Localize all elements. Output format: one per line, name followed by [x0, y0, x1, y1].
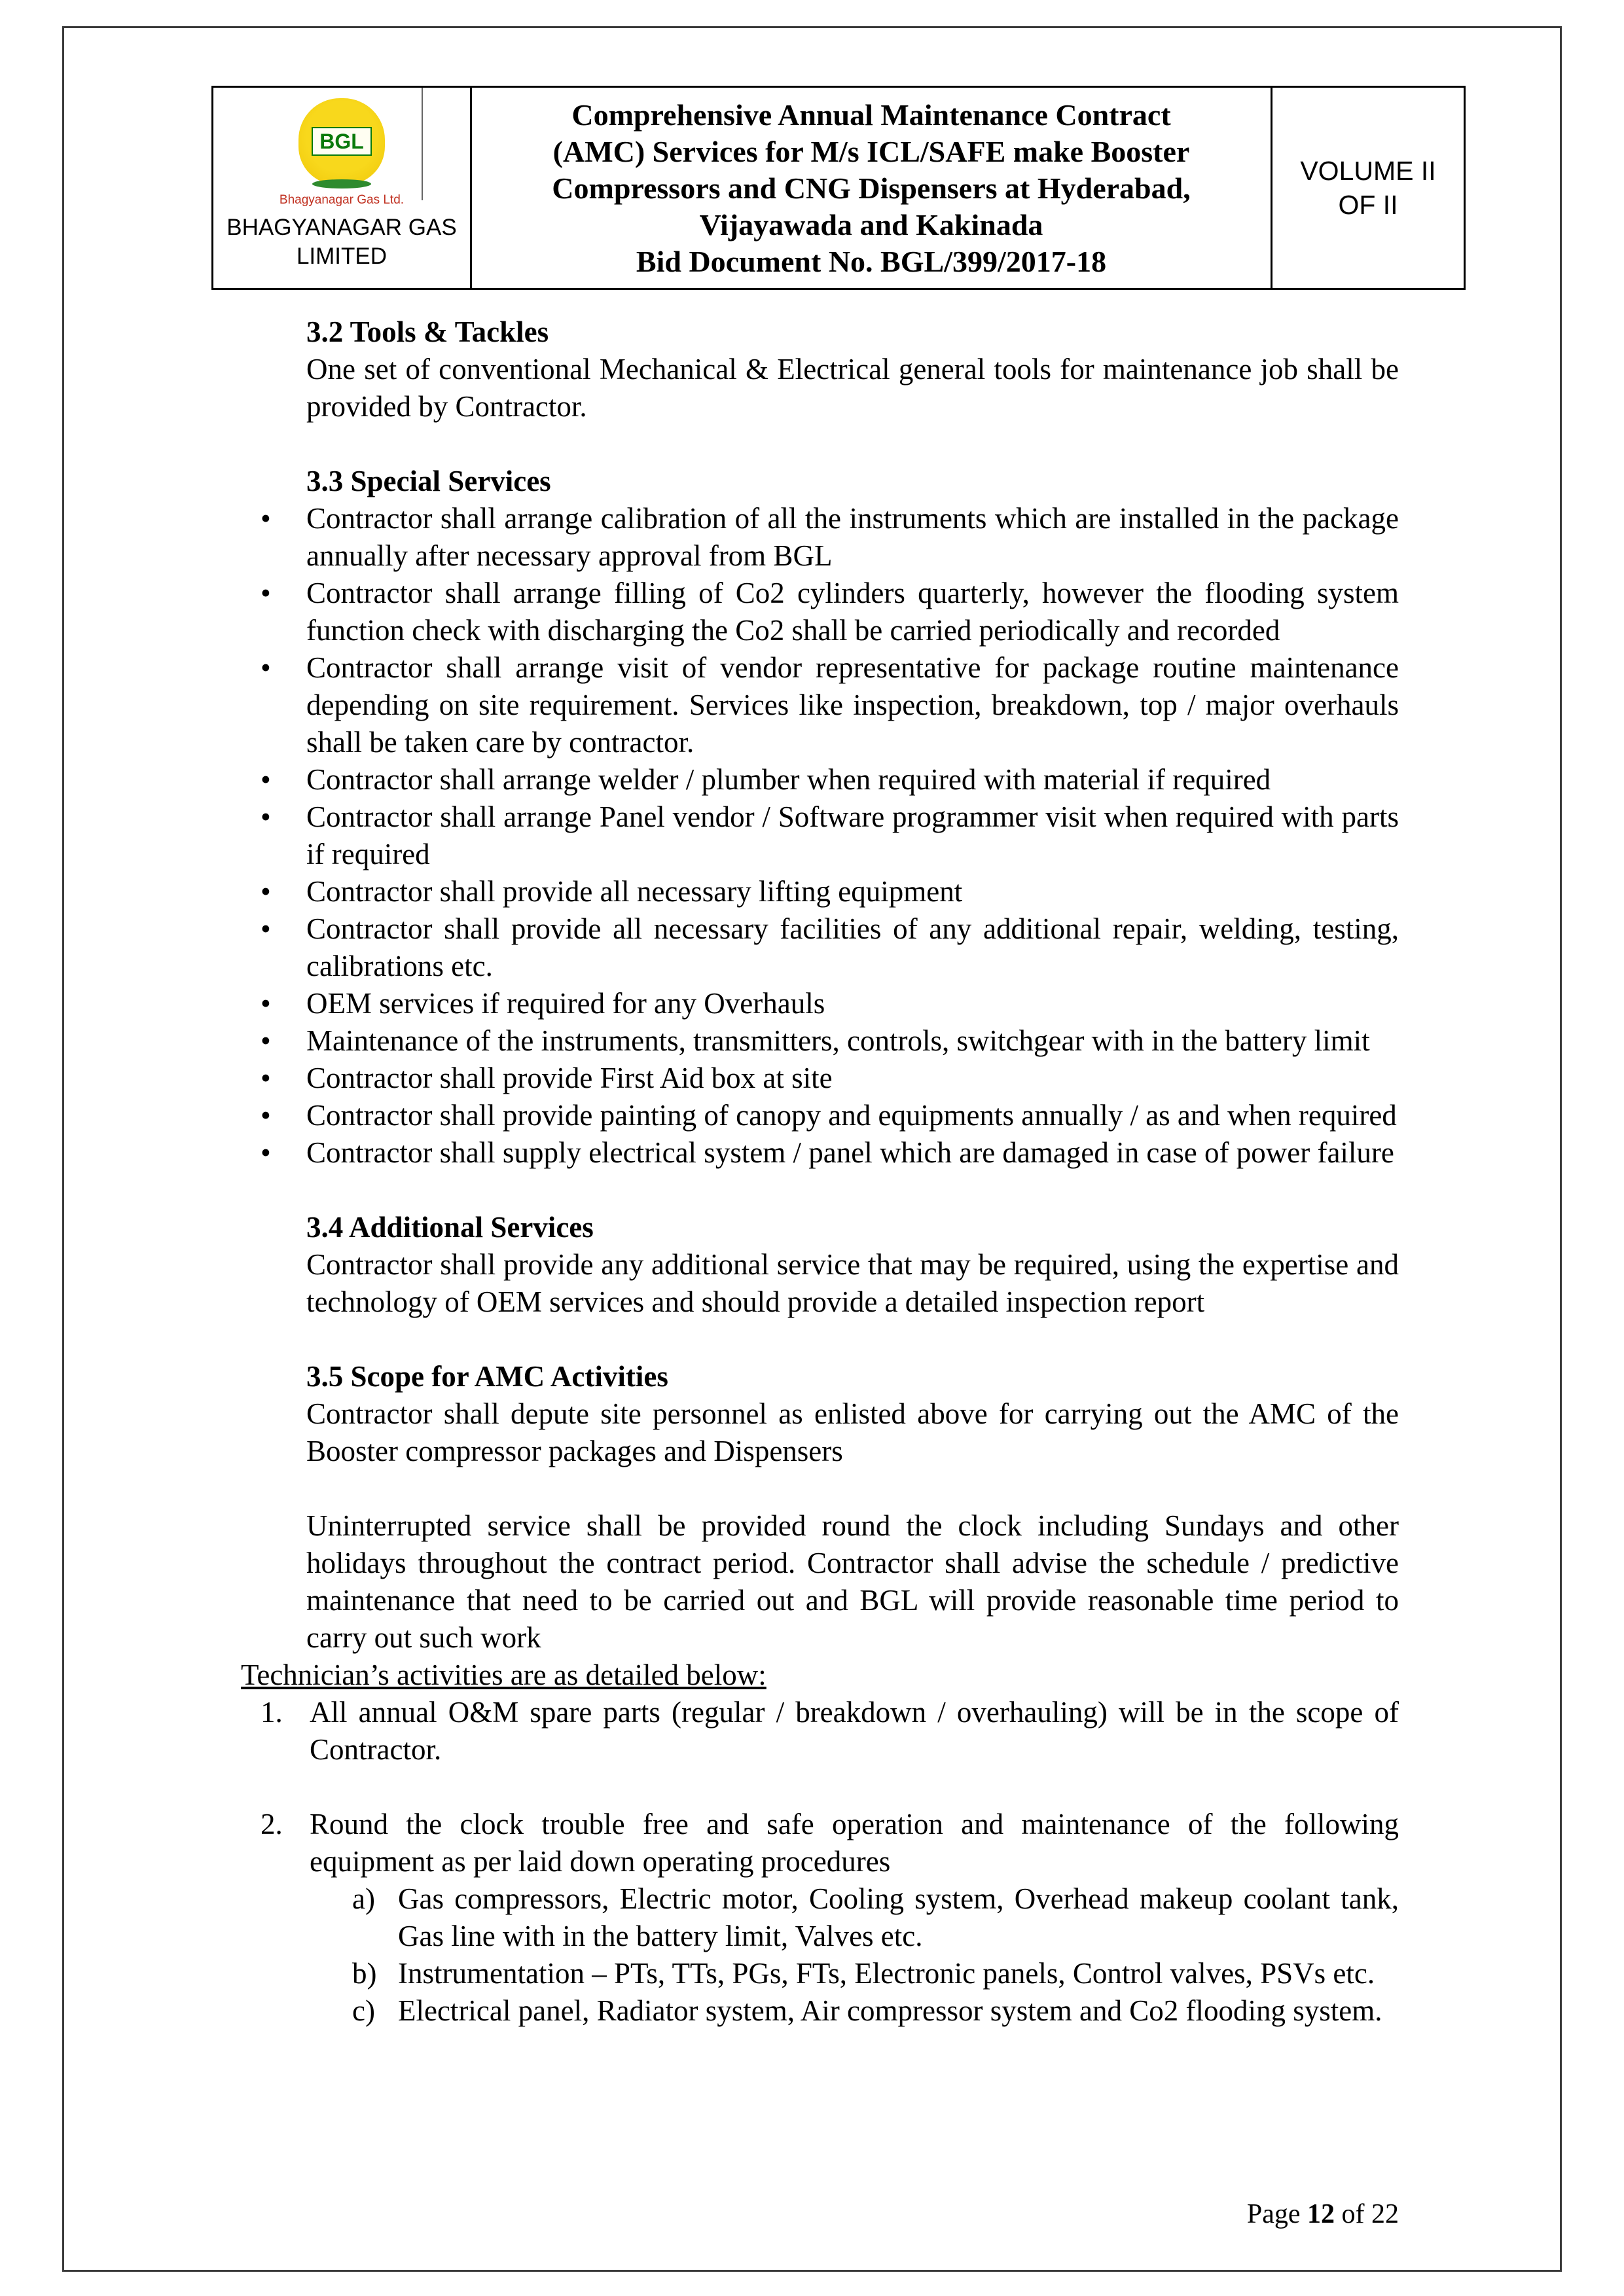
bullet-text: • Contractor shall provide First Aid box at site: [306, 1062, 833, 1094]
section-3-2: [241, 314, 1399, 425]
bullet-text: • OEM services if required for any Overhauls: [306, 987, 825, 1020]
list-item: [261, 575, 1399, 649]
title-cell: [470, 88, 1272, 288]
numbered-item-1: [261, 1694, 1399, 1768]
bullet-text: • Contractor shall provide all necessary lifting equipment: [306, 875, 963, 908]
volume-cell: [1272, 88, 1464, 288]
technician-activities-heading: Technician’s activities are as detailed below:: [241, 1659, 767, 1691]
technician-activities: [241, 1657, 1399, 2030]
section-3-2-paragraph: One set of conventional Mechanical & Electrical general tools for maintenance job shall be provided by Contractor.: [306, 353, 1399, 423]
item-number: 2.: [261, 1808, 283, 1840]
list-item: [261, 1134, 1399, 1172]
item-text: All annual O&M spare parts (regular / breakdown / overhauling) will be in the scope of Contractor.: [310, 1696, 1399, 1766]
footer-page-word: Page: [1246, 2199, 1307, 2229]
bid-document-number: Bid Document No. BGL/399/2017-18: [636, 245, 1107, 278]
special-services-list: [241, 500, 1399, 1172]
bullet-text: • Contractor shall arrange visit of vendor representative for package routine maintenance depending on site requirement. Services like inspection, breakdown, top / major overhauls shall be taken care by contractor.: [306, 651, 1399, 759]
sub-item-letter: c): [352, 1994, 375, 2027]
section-3-3: [241, 463, 1399, 1172]
list-item: [352, 1955, 1399, 1992]
list-item: [261, 873, 1399, 910]
sub-item-letter: a): [352, 1882, 375, 1915]
bullet-text: • Contractor shall provide all necessary facilities of any additional repair, welding, testing, calibrations etc.: [306, 912, 1399, 982]
section-3-5-paragraph-2: Uninterrupted service shall be provided round the clock including Sundays and other holidays throughout the contract period. Contractor shall advise the schedule / predictive maintenance that need to be carried out and BGL will provide reasonable time period to carry out such work: [306, 1509, 1399, 1654]
document-title-line: Vijayawada and Kakinada: [699, 208, 1043, 242]
list-item: [261, 910, 1399, 985]
bullet-text: • Contractor shall arrange welder / plumber when required with material if required: [306, 763, 1271, 796]
section-heading-3-3: 3.3 Special Services: [306, 465, 551, 497]
item-body: [310, 1806, 1399, 2030]
section-3-5-paragraph-1: Contractor shall depute site personnel as enlisted above for carrying out the AMC of the Booster compressor packages and Dispensers: [306, 1397, 1399, 1467]
logo-cell: [213, 88, 470, 288]
item-text: Round the clock trouble free and safe operation and maintenance of the following equipment as per laid down operating procedures: [310, 1808, 1399, 1878]
section-3-4: [241, 1209, 1399, 1321]
page-border: [62, 26, 1562, 2272]
bullet-text: • Contractor shall arrange filling of Co2 cylinders quarterly, however the flooding system function check with discharging the Co2 shall be carried periodically and recorded: [306, 577, 1399, 647]
numbered-item-2: [261, 1806, 1399, 2030]
volume-line: OF II: [1338, 190, 1398, 220]
bullet-text: • Contractor shall provide painting of canopy and equipments annually / as and when required: [306, 1099, 1397, 1132]
list-item: [261, 761, 1399, 798]
footer-page-number: 12: [1307, 2199, 1335, 2229]
document-header: [211, 86, 1466, 290]
list-item: [261, 649, 1399, 761]
section-heading-3-4: 3.4 Additional Services: [306, 1211, 594, 1244]
list-item: [352, 1880, 1399, 1955]
bullet-text: • Maintenance of the instruments, transmitters, controls, switchgear with in the battery limit: [306, 1024, 1370, 1057]
list-item: [261, 798, 1399, 873]
equipment-sublist: [352, 1880, 1399, 2030]
list-item: [261, 1060, 1399, 1097]
bullet-text: • Contractor shall arrange calibration of all the instruments which are installed in the package annually after necessary approval from BGL: [306, 502, 1399, 572]
logo-cell-divider: [422, 88, 423, 200]
company-name: BHAGYANAGAR GAS LIMITED: [226, 215, 457, 269]
document-title-line: (AMC) Services for M/s ICL/SAFE make Booster: [552, 135, 1190, 168]
document-title-line: Compressors and CNG Dispensers at Hyderabad,: [552, 171, 1191, 205]
list-item: [261, 1022, 1399, 1060]
document-body: [241, 314, 1399, 2030]
sub-item-text: Electrical panel, Radiator system, Air compressor system and Co2 flooding system.: [398, 1994, 1382, 2027]
section-3-4-paragraph: Contractor shall provide any additional service that may be required, using the expertise and technology of OEM services and should provide a detailed inspection report: [306, 1248, 1399, 1318]
list-item: [261, 1097, 1399, 1134]
logo-abbr: BGL: [312, 127, 372, 156]
sub-item-letter: b): [352, 1957, 377, 1990]
section-3-5: [241, 1358, 1399, 1657]
page-footer: [1247, 2198, 1399, 2231]
list-item: [261, 500, 1399, 575]
section-heading-3-5: 3.5 Scope for AMC Activities: [306, 1360, 668, 1393]
bullet-text: • Contractor shall arrange Panel vendor / Software programmer visit when required with parts if required: [306, 800, 1399, 870]
list-item: [352, 1992, 1399, 2030]
footer-page-total: of 22: [1335, 2199, 1399, 2229]
logo-tagline: Bhagyanagar Gas Ltd.: [279, 193, 405, 207]
bgl-logo-icon: [298, 98, 385, 185]
item-number: 1.: [261, 1696, 283, 1729]
list-item: [261, 985, 1399, 1022]
volume-line: VOLUME II: [1300, 156, 1436, 186]
bullet-text: • Contractor shall supply electrical system / panel which are damaged in case of power failure: [306, 1136, 1394, 1169]
sub-item-text: Instrumentation – PTs, TTs, PGs, FTs, Electronic panels, Control valves, PSVs etc.: [398, 1957, 1375, 1990]
document-title-line: Comprehensive Annual Maintenance Contract: [571, 98, 1171, 132]
sub-item-text: Gas compressors, Electric motor, Cooling system, Overhead makeup coolant tank, Gas line with in the battery limit, Valves etc.: [398, 1882, 1399, 1952]
section-heading-3-2: 3.2 Tools & Tackles: [306, 315, 549, 348]
